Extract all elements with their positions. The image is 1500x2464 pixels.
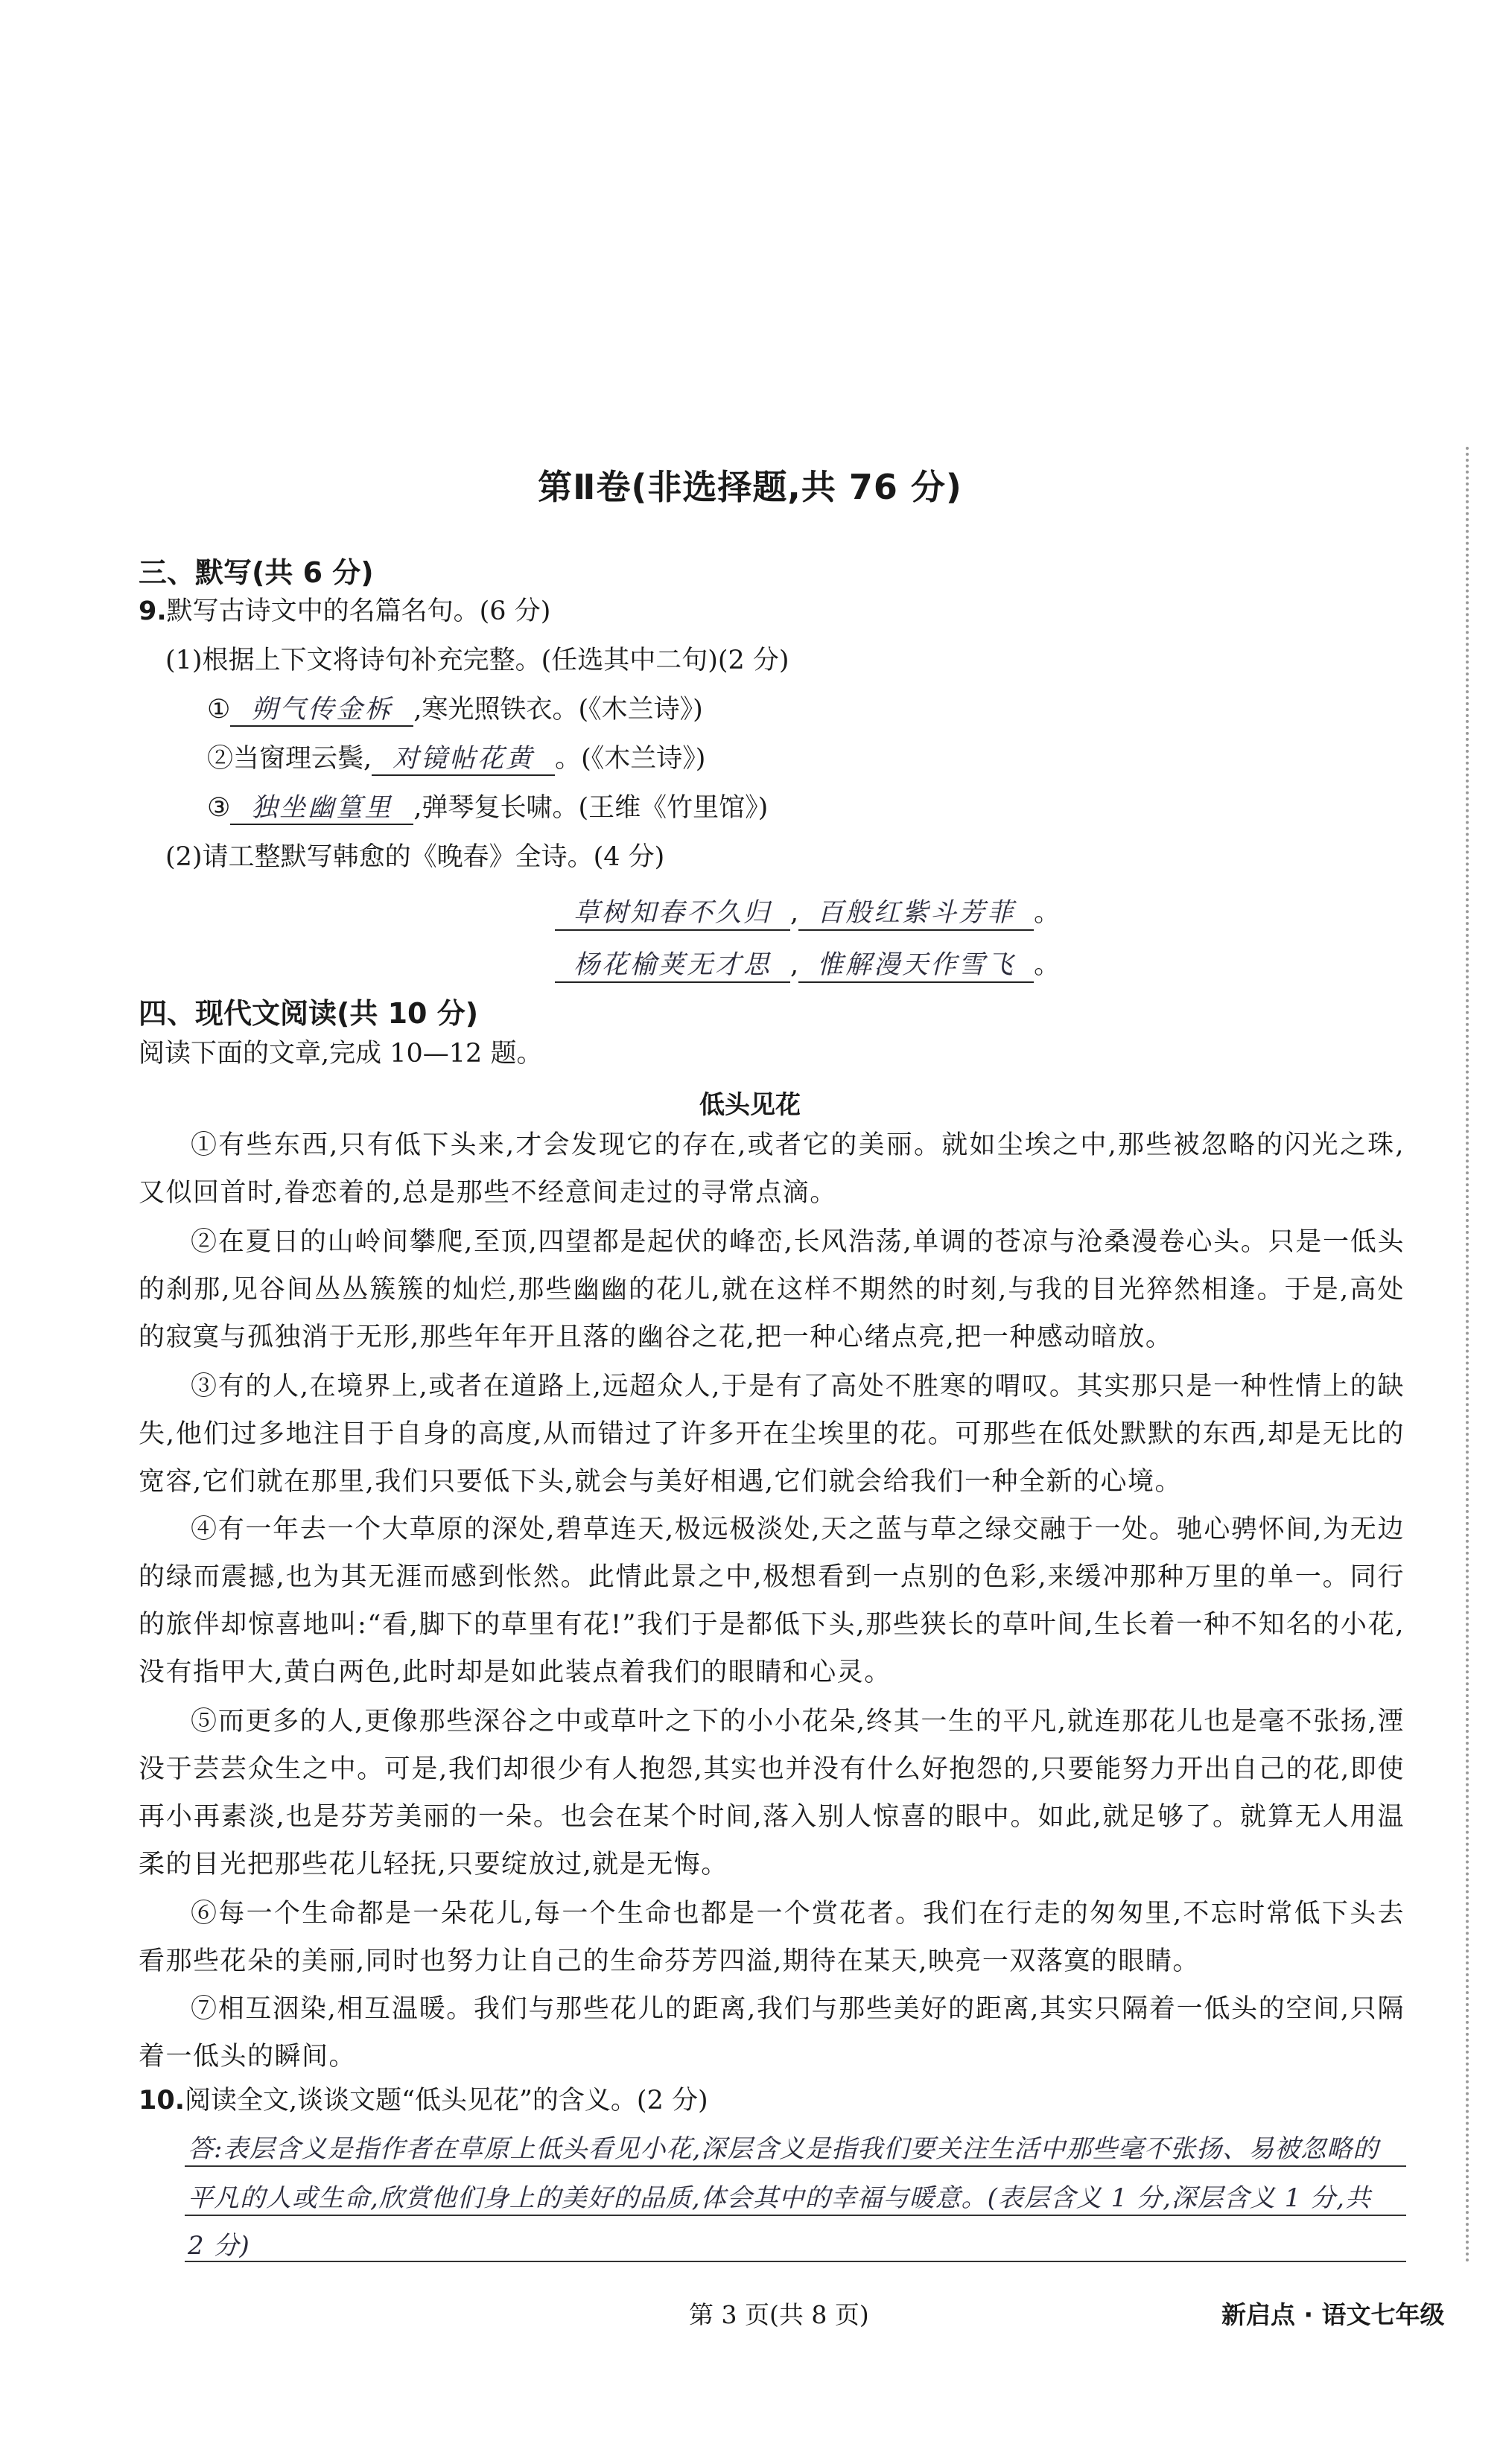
article-paragraph-4: ④有一年去一个大草原的深处,碧草连天,极远极淡处,天之蓝与草之绿交融于一处。驰心骋怀间,为无边的绿而震撼,也为其无涯而感到怅然。此情此景之中,极想看到一点别的色彩,来缓冲那种万里的单一。同行的旅伴却惊喜地叫:“看,脚下的草里有花!”我们于是都低下头,那些狭长的草叶间,生长着一种不知名的小花,没有指甲大,黄白两色,此时却是如此装点着我们的眼睛和心灵。 <box>139 1515 1405 1687</box>
fill-suffix: ,弹琴复长啸。(王维《竹里馆》) <box>413 793 769 823</box>
fill-prefix: ②当窗理云鬓, <box>207 744 372 774</box>
handwritten-answer: 朔气传金柝 <box>230 694 413 727</box>
poem-end: 。 <box>1034 950 1061 980</box>
poem-line-1 <box>555 892 1060 931</box>
fill-item-2 <box>207 743 705 776</box>
section-heading-modern-reading: 四、现代文阅读(共 10 分) <box>139 997 479 1030</box>
handwritten-poem-half: 惟解漫天作雪飞 <box>798 944 1034 983</box>
handwritten-poem-half: 百般红紫斗芳菲 <box>798 892 1034 931</box>
article-paragraph-6: ⑥每一个生命都是一朵花儿,每一个生命也都是一个赏花者。我们在行走的匆匆里,不忘时常低下头去看那些花朵的美丽,同时也努力让自己的生命芬芳四溢,期待在某天,映亮一双落寞的眼睛。 <box>139 1899 1405 1976</box>
question-9-part-1: (1)根据上下文将诗句补充完整。(任选其中二句)(2 分) <box>165 646 789 675</box>
fill-item-1 <box>207 694 703 727</box>
handwritten-answer-line-2: 平凡的人或生命,欣赏他们身上的美好的品质,体会其中的幸福与暖意。(表层含义 1 分,深层含义 1 分,共 <box>188 2183 1371 2213</box>
article-title: 低头见花 <box>699 1090 801 1120</box>
poem-separator: , <box>790 950 799 980</box>
fill-item-3 <box>207 792 768 825</box>
poem-end: 。 <box>1034 898 1061 928</box>
fill-prefix: ③ <box>207 793 231 823</box>
question-number: 9. <box>139 596 167 626</box>
fill-suffix: ,寒光照铁衣。(《木兰诗》) <box>413 695 703 725</box>
question-text: 默写古诗文中的名篇名句。(6 分) <box>166 596 551 626</box>
reading-instructions: 阅读下面的文章,完成 10—12 题。 <box>139 1039 543 1069</box>
answer-rule <box>185 2165 1406 2167</box>
page-number: 第 3 页(共 8 页) <box>689 2300 869 2329</box>
fill-prefix: ① <box>207 695 231 725</box>
question-10-stem <box>139 2085 708 2116</box>
question-9-part-2: (2)请工整默写韩愈的《晚春》全诗。(4 分) <box>165 842 665 872</box>
handwritten-answer-line-3: 2 分) <box>188 2231 250 2261</box>
answer-rule <box>185 2215 1406 2216</box>
article-paragraph-7: ⑦相互洇染,相互温暖。我们与那些花儿的距离,我们与那些美好的距离,其实只隔着一低头的空间,只隔着一低头的瞬间。 <box>139 1994 1405 2072</box>
handwritten-answer: 独坐幽篁里 <box>230 792 413 825</box>
handwritten-poem-half: 草树知春不久归 <box>555 892 790 931</box>
section-heading-dictation: 三、默写(共 6 分) <box>139 556 374 589</box>
question-9-stem <box>139 596 550 627</box>
poem-line-2 <box>555 944 1060 983</box>
article-paragraph-5: ⑤而更多的人,更像那些深谷之中或草叶之下的小小花朵,终其一生的平凡,就连那花儿也是毫不张扬,湮没于芸芸众生之中。可是,我们却很少有人抱怨,其实也并没有什么好抱怨的,只要能努力开出自己的花,即使再小再素淡,也是芬芳美丽的一朵。也会在某个时间,落入别人惊喜的眼中。如此,就足够了。就算无人用温柔的目光把那些花儿轻抚,只要绽放过,就是无悔。 <box>139 1707 1405 1879</box>
question-text: 阅读全文,谈谈文题“低头见花”的含义。(2 分) <box>185 2086 708 2116</box>
question-number: 10. <box>139 2086 185 2116</box>
answer-rule <box>185 2261 1406 2262</box>
article-paragraph-3: ③有的人,在境界上,或者在道路上,远超众人,于是有了高处不胜寒的喟叹。其实那只是一种性情上的缺失,他们过多地注目于自身的高度,从而错过了许多开在尘埃里的花。可那些在低处默默的东西,却是无比的宽容,它们就在那里,我们只要低下头,就会与美好相遇,它们就会给我们一种全新的心境。 <box>139 1372 1405 1497</box>
paper-part-title: 第Ⅱ卷(非选择题,共 76 分) <box>538 467 962 507</box>
publisher-brand: 新启点 · 语文七年级 <box>1221 2300 1445 2329</box>
article-paragraph-2: ②在夏日的山岭间攀爬,至顶,四望都是起伏的峰峦,长风浩荡,单调的苍凉与沧桑漫卷心头。只是一低头的刹那,见谷间丛丛簇簇的灿烂,那些幽幽的花儿,就在这样不期然的时刻,与我的目光猝然相逢。于是,高处的寂寞与孤独消于无形,那些年年开且落的幽谷之花,把一种心绪点亮,把一种感动暗放。 <box>139 1227 1405 1352</box>
article-paragraph-1: ①有些东西,只有低下头来,才会发现它的存在,或者它的美丽。就如尘埃之中,那些被忽略的闪光之珠,又似回首时,眷恋着的,总是那些不经意间走过的寻常点滴。 <box>139 1130 1405 1208</box>
binding-margin-line <box>1466 447 1469 2264</box>
handwritten-answer: 对镜帖花黄 <box>372 743 555 776</box>
fill-suffix: 。(《木兰诗》) <box>555 744 706 774</box>
handwritten-poem-half: 杨花榆荚无才思 <box>555 944 790 983</box>
poem-separator: , <box>790 898 799 928</box>
handwritten-answer-line-1: 答:表层含义是指作者在草原上低头看见小花,深层含义是指我们要关注生活中那些毫不张扬、易被忽略的 <box>188 2134 1379 2164</box>
